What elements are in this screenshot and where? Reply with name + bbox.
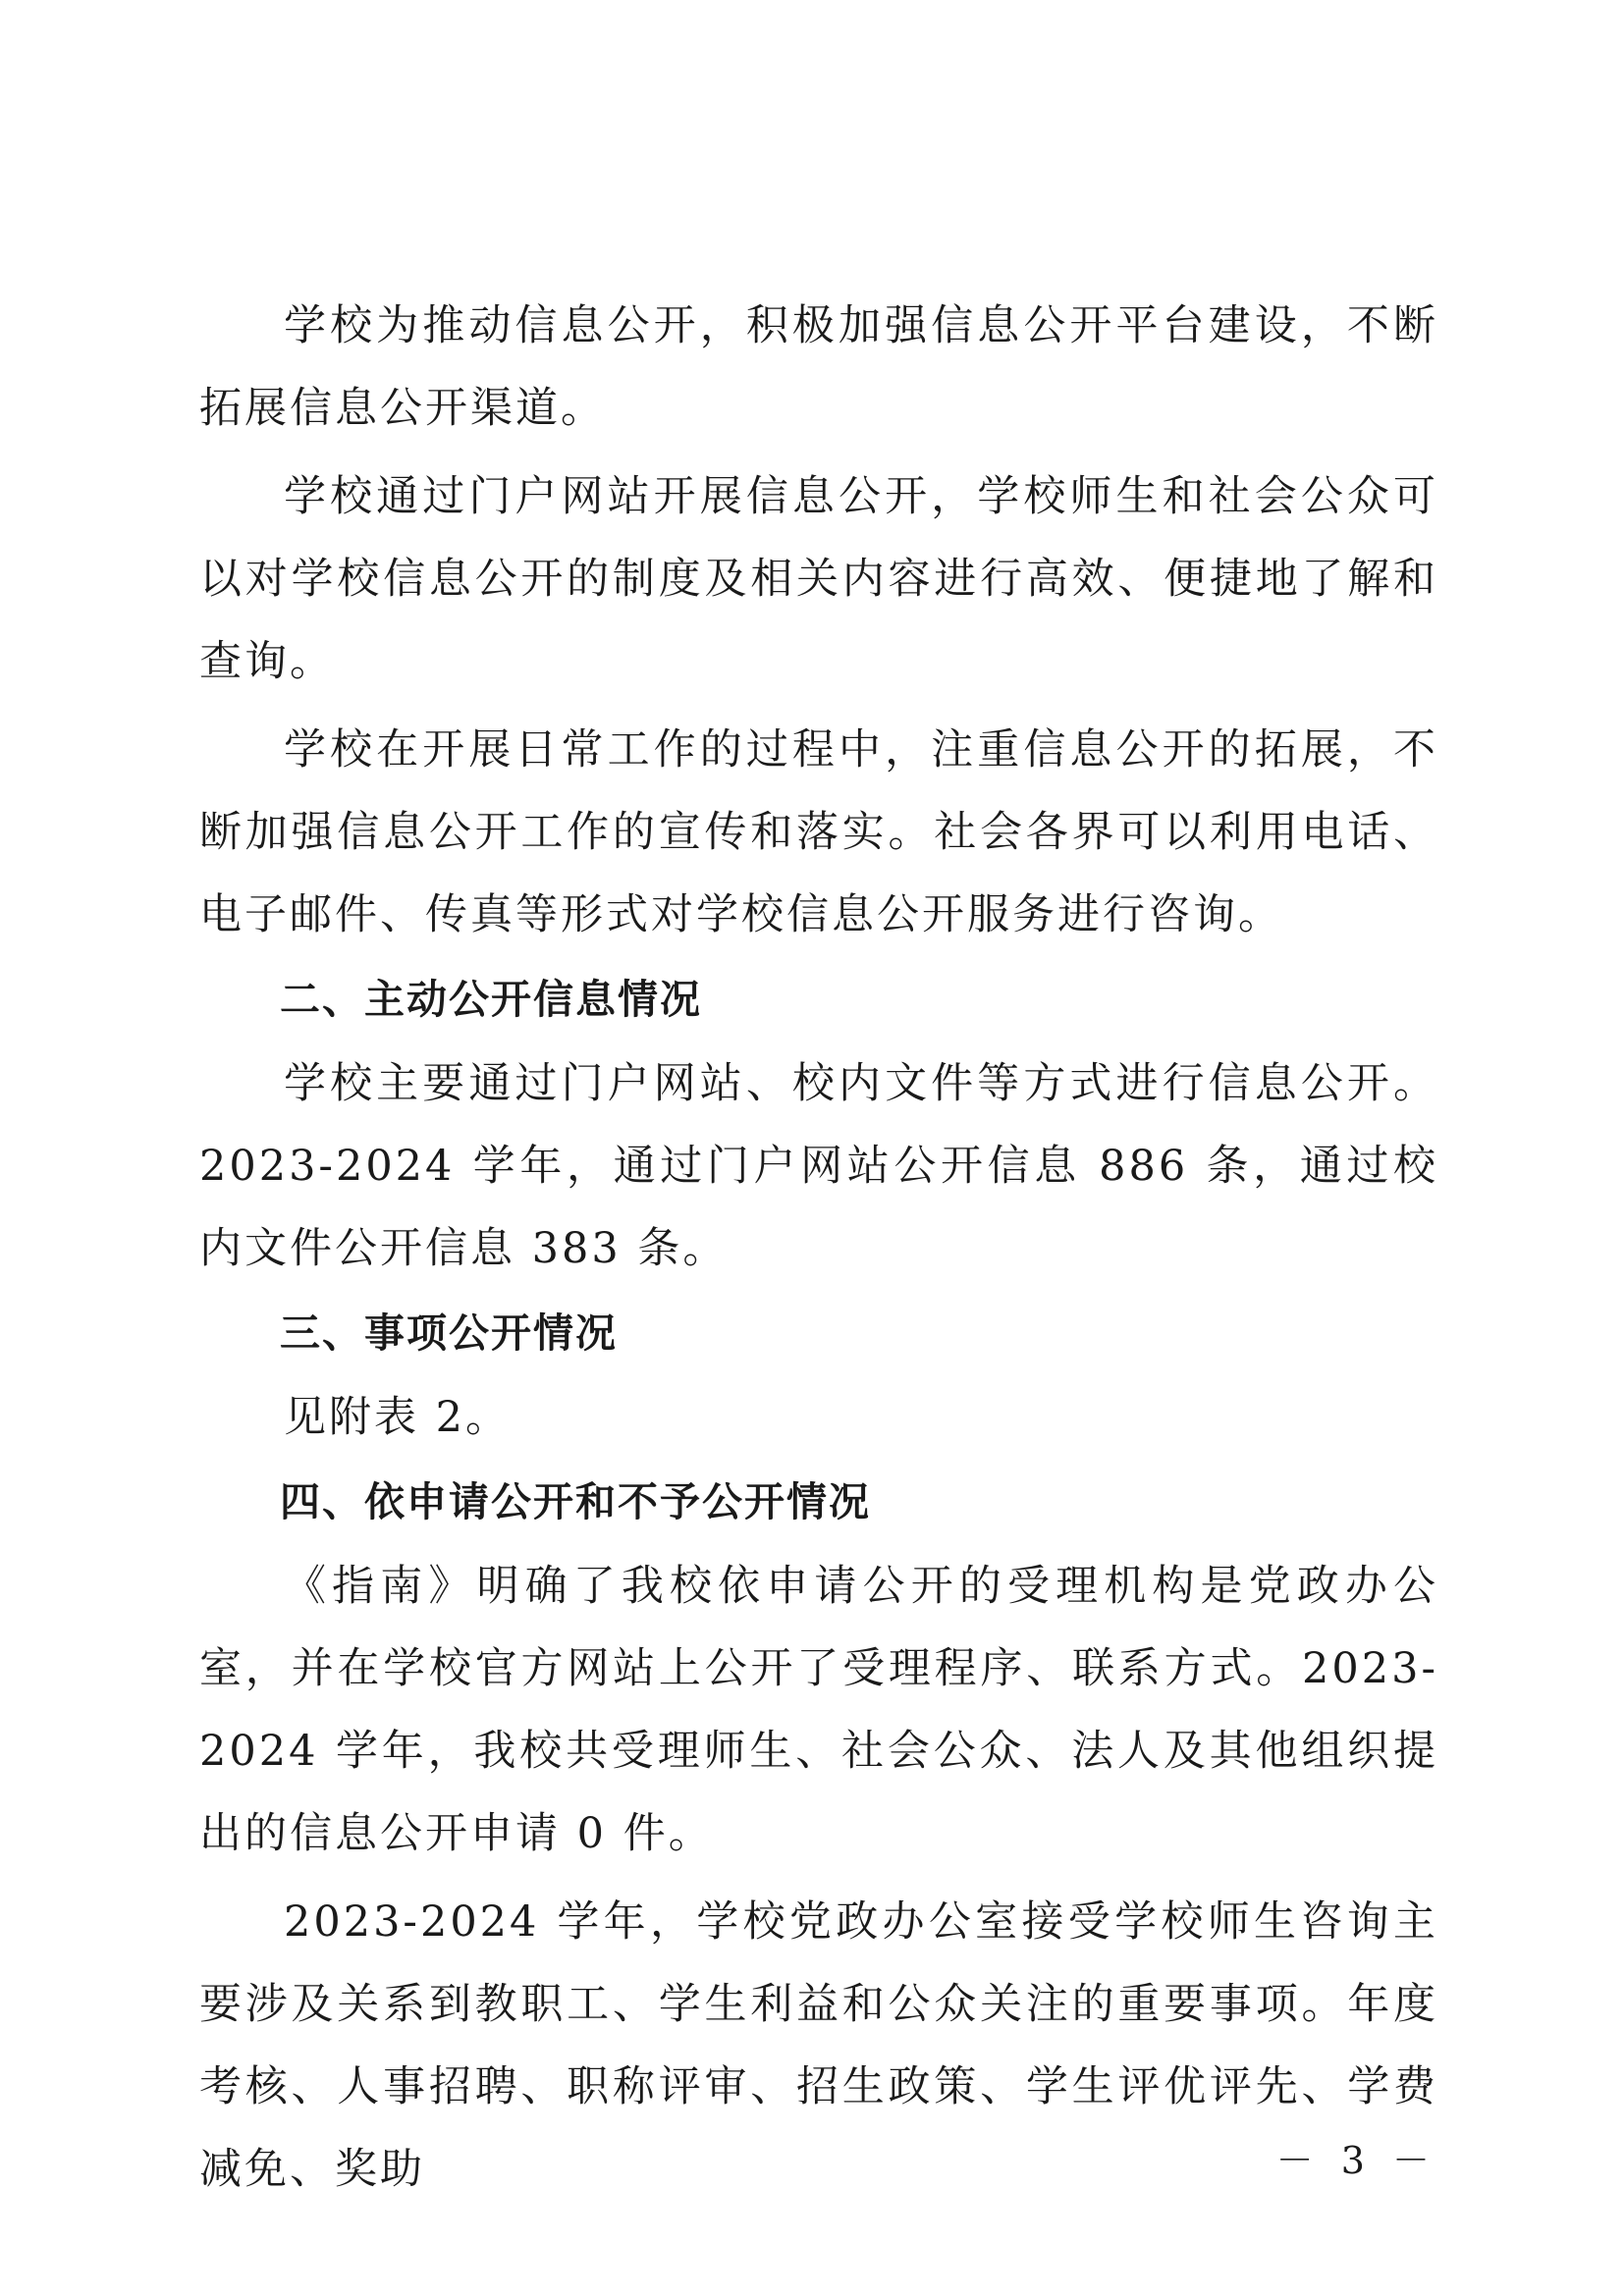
paragraph-see-appendix: 见附表 2。 xyxy=(284,1393,512,1442)
paragraph-guide-applications: 《指南》明确了我校依申请公开的受理机构是党政办公室，并在学校官方网站上公开了受理程序、联系方式。2023-2024 学年，我校共受理师生、社会公众、法人及其他组织提出的信息公开申请 0 件。 xyxy=(199,1562,1438,1858)
section-heading-active-disclosure: 二、主动公开信息情况 xyxy=(280,976,702,1023)
paragraph-portal-disclosure: 学校通过门户网站开展信息公开，学校师生和社会公众可以对学校信息公开的制度及相关内容进行高效、便捷地了解和查询。 xyxy=(199,472,1438,686)
document-body xyxy=(199,285,1438,2211)
paragraph-disclosure-counts: 学校主要通过门户网站、校内文件等方式进行信息公开。2023-2024 学年，通过门户网站公开信息 886 条，通过校内文件公开信息 383 条。 xyxy=(199,1059,1438,1273)
paragraph-platform-building: 学校为推动信息公开，积极加强信息公开平台建设，不断拓展信息公开渠道。 xyxy=(199,301,1438,433)
page-number: － 3 － xyxy=(1275,2139,1437,2182)
paragraph-consultations: 2023-2024 学年，学校党政办公室接受学校师生咨询主要涉及关系到教职工、学生利益和公众关注的重要事项。年度考核、人事招聘、职称评审、招生政策、学生评优评先、学费减免、奖助 xyxy=(199,1897,1438,2194)
section-heading-application-disclosure: 四、依申请公开和不予公开情况 xyxy=(280,1478,871,1525)
paragraph-daily-work: 学校在开展日常工作的过程中，注重信息公开的拓展，不断加强信息公开工作的宣传和落实。社会各界可以利用电话、电子邮件、传真等形式对学校信息公开服务进行咨询。 xyxy=(199,725,1438,939)
section-heading-item-disclosure: 三、事项公开情况 xyxy=(280,1309,618,1357)
